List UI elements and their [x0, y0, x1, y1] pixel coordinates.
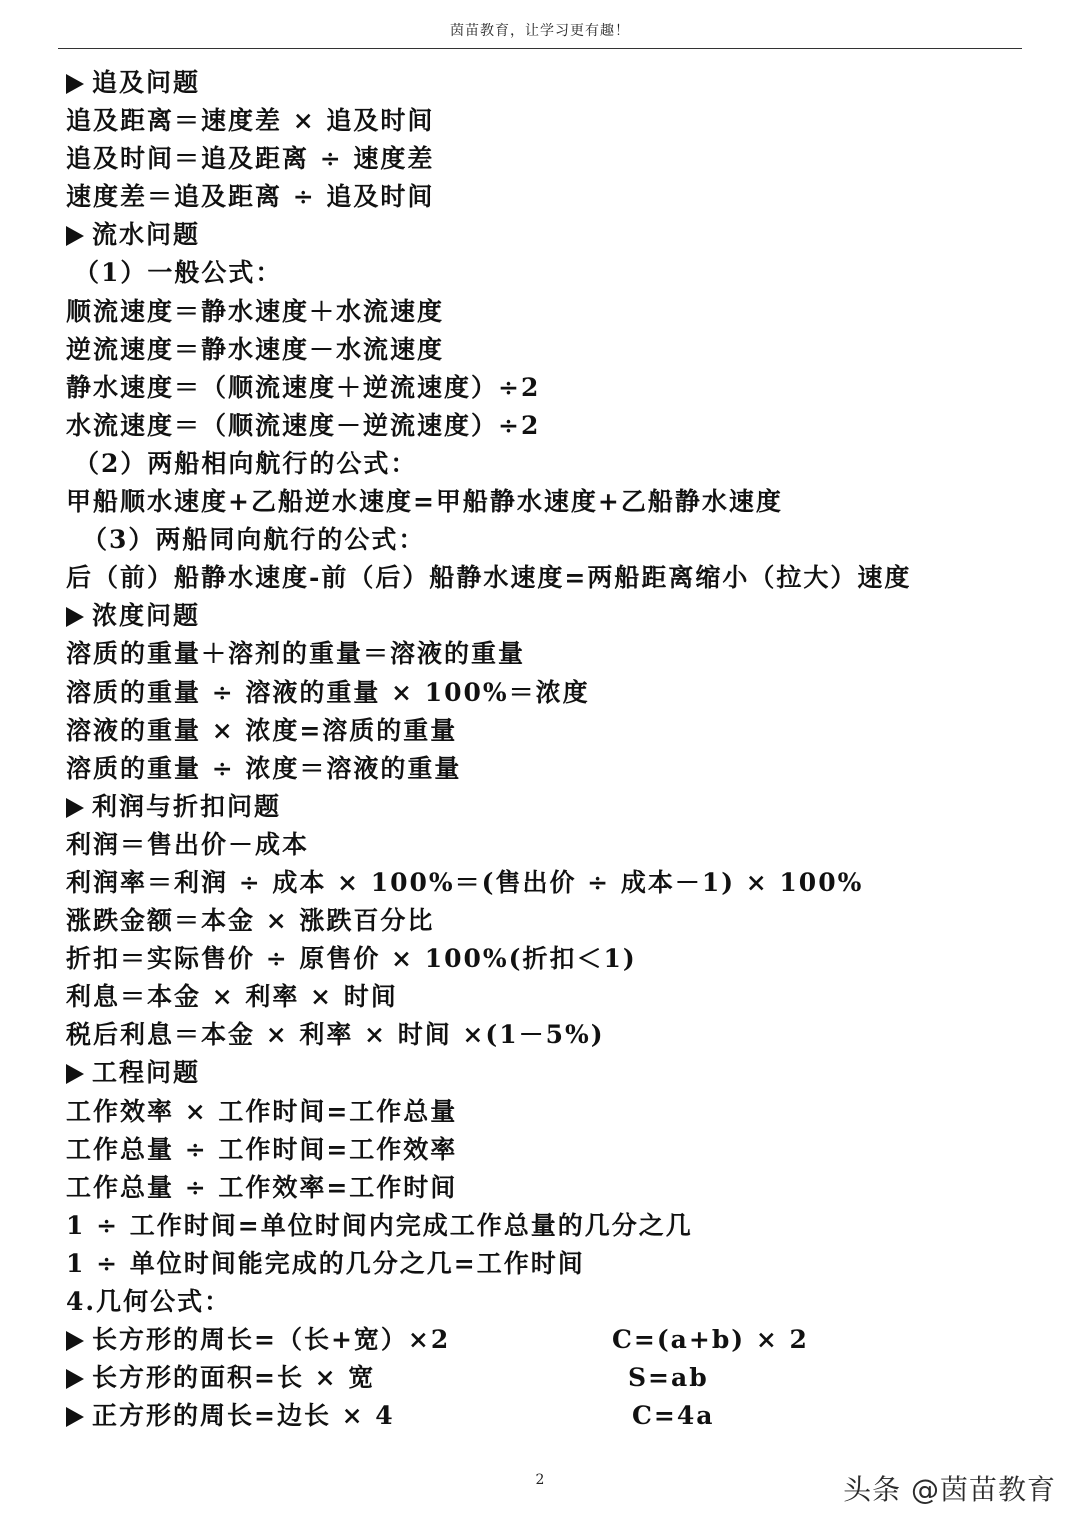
- document-body: [66, 64, 1026, 1435]
- triangle-bullet-icon: [66, 607, 84, 627]
- section-heading-work: 工程问题: [66, 1054, 1026, 1092]
- formula-line: 溶液的重量 × 浓度=溶质的重量: [66, 715, 458, 745]
- triangle-bullet-icon: [66, 1331, 84, 1351]
- geometry-line: 长方形的面积=长 × 宽 S=ab: [66, 1359, 1026, 1397]
- formula-symbolic: S=ab: [628, 1363, 709, 1393]
- section-heading-concentration: 浓度问题: [66, 597, 1026, 635]
- section-heading-stream: 流水问题: [66, 216, 1026, 254]
- subheading: （2）两船相向航行的公式：: [74, 448, 418, 478]
- page-header: 茵苗教育，让学习更有趣！: [450, 23, 630, 39]
- formula-line: 逆流速度＝静水速度－水流速度: [66, 334, 445, 364]
- formula-line: 折扣＝实际售价 ÷ 原售价 × 100%(折扣＜1): [66, 944, 637, 974]
- triangle-bullet-icon: [66, 798, 84, 818]
- triangle-bullet-icon: [66, 226, 84, 246]
- formula-line: 工作总量 ÷ 工作效率=工作时间: [66, 1172, 458, 1202]
- formula-line: 利润＝售出价－成本: [66, 829, 310, 859]
- formula-line: 后（前）船静水速度-前（后）船静水速度=两船距离缩小（拉大）速度: [66, 563, 912, 593]
- geometry-line: 正方形的周长=边长 × 4 C=4a: [66, 1397, 1026, 1435]
- subheading: （3）两船同向航行的公式：: [82, 525, 426, 555]
- formula-line: 利润率＝利润 ÷ 成本 × 100%＝(售出价 ÷ 成本－1) × 100%: [66, 867, 864, 897]
- formula-line: 追及距离＝速度差 × 追及时间: [66, 106, 435, 136]
- formula-symbolic: C=4a: [632, 1401, 715, 1431]
- section-heading-profit: 利润与折扣问题: [66, 788, 1026, 826]
- formula-line: 1 ÷ 工作时间=单位时间内完成工作总量的几分之几: [66, 1210, 693, 1240]
- formula-line: 水流速度＝（顺流速度－逆流速度）÷2: [66, 410, 541, 440]
- section-heading-chase: 追及问题: [66, 64, 1026, 102]
- formula-line: 甲船顺水速度+乙船逆水速度=甲船静水速度+乙船静水速度: [66, 487, 783, 517]
- formula-line: 顺流速度＝静水速度＋水流速度: [66, 296, 445, 326]
- formula-line: 工作效率 × 工作时间=工作总量: [66, 1096, 458, 1126]
- header-divider: [58, 48, 1022, 49]
- formula-line: 溶质的重量 ÷ 浓度＝溶液的重量: [66, 753, 462, 783]
- formula-line: 工作总量 ÷ 工作时间=工作效率: [66, 1134, 458, 1164]
- formula-line: 1 ÷ 单位时间能完成的几分之几=工作时间: [66, 1248, 585, 1278]
- formula-symbolic: C=(a+b) × 2: [612, 1325, 809, 1355]
- page-number: 2: [535, 1472, 545, 1488]
- formula-line: 利息＝本金 × 利率 × 时间: [66, 982, 398, 1012]
- watermark: 头条 @茵苗教育: [843, 1473, 1056, 1506]
- formula-line: 溶质的重量＋溶剂的重量＝溶液的重量: [66, 639, 526, 669]
- formula-line: 税后利息＝本金 × 利率 × 时间 ×(1－5%): [66, 1020, 605, 1050]
- subheading: （1）一般公式：: [74, 258, 283, 288]
- formula-line: 静水速度＝（顺流速度＋逆流速度）÷2: [66, 372, 541, 402]
- formula-line: 溶质的重量 ÷ 溶液的重量 × 100%＝浓度: [66, 677, 590, 707]
- formula-line: 速度差＝追及距离 ÷ 追及时间: [66, 182, 435, 212]
- formula-line: 涨跌金额＝本金 × 涨跌百分比: [66, 906, 435, 936]
- triangle-bullet-icon: [66, 74, 84, 94]
- triangle-bullet-icon: [66, 1064, 84, 1084]
- formula-line: 追及时间＝追及距离 ÷ 速度差: [66, 144, 435, 174]
- geometry-line: 长方形的周长=（长+宽）×2 C=(a+b) × 2: [66, 1321, 1026, 1359]
- triangle-bullet-icon: [66, 1369, 84, 1389]
- triangle-bullet-icon: [66, 1407, 84, 1427]
- section-heading-geometry: 4.几何公式：: [66, 1287, 232, 1316]
